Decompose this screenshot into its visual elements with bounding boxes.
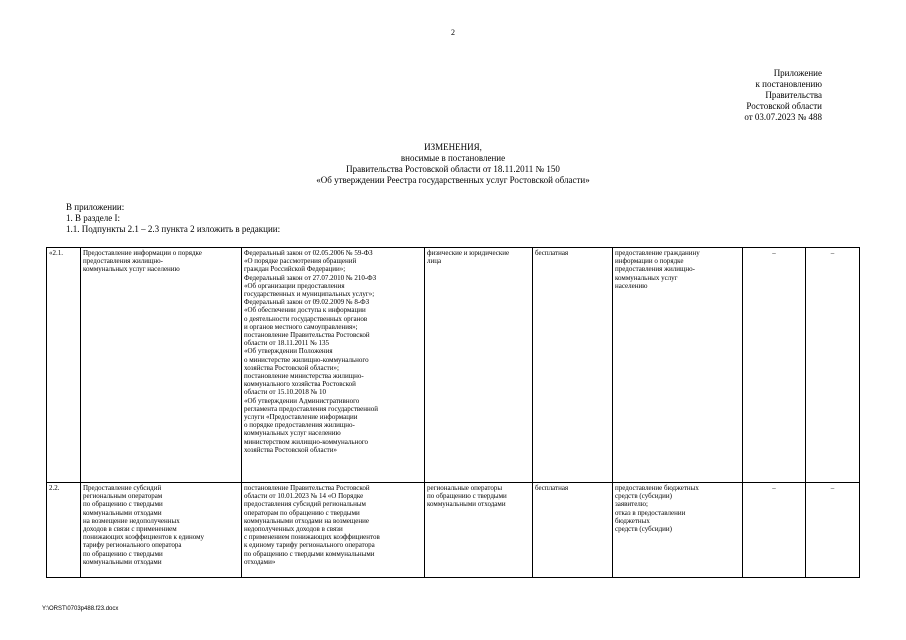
title-line: вносимые в постановление: [400, 153, 506, 163]
intro-text: [66, 202, 280, 235]
appendix-line: Приложение: [773, 68, 822, 78]
appendix-line: от 03.07.2023 № 488: [744, 112, 822, 122]
title-line: «Об утверждении Реестра государственных услуг Ростовской области»: [316, 175, 590, 185]
changes-table: [46, 247, 860, 578]
title-line: ИЗМЕНЕНИЯ,: [424, 142, 482, 152]
intro-line: 1. В разделе I:: [66, 213, 120, 223]
appendix-line: Ростовской области: [746, 101, 822, 111]
cell-payment: бесплатная: [533, 483, 613, 578]
cell-result: предоставление гражданину информации о порядке предоставления жилищно- коммунальных услуг населению: [613, 248, 743, 483]
document-title: [0, 142, 906, 186]
cell-service-name: Предоставление информации о порядке предоставления жилищно- коммунальных услуг населению: [81, 248, 242, 483]
cell-dash: –: [806, 248, 860, 483]
cell-legal-basis: Федеральный закон от 02.05.2006 № 59-ФЗ «О порядке рассмотрения обращений граждан Российской Федерации»; Федеральный закон от 27.07.2010 № 210-ФЗ «Об организации предоставления государственных и муниципальных услуг»; Федеральный закон от 09.02.2009 № 8-ФЗ «Об обеспечении доступа к информации о деятельности государственных органов и органов местного самоуправления»; постановление Правительства Ростовской области от 18.11.2011 № 135 «Об утверждении Положения о министерстве жилищно-коммунального хозяйства Ростовской области»; постановление министерства жилищно- коммунального хозяйства Ростовской области от 15.10.2018 № 10 «Об утверждении Административного регламента предоставления государственной услуги «Предоставление информации о порядке предоставления жилищно- коммунальных услуг населению министерством жилищно-коммунального хозяйства Ростовской области»: [242, 248, 425, 483]
cell-dash: –: [743, 248, 806, 483]
appendix-block: [744, 68, 822, 123]
footer-file-path: Y:\ORST\0703p488.f23.docx: [42, 606, 119, 612]
cell-legal-basis: постановление Правительства Ростовской области от 10.01.2023 № 14 «О Порядке предоставления субсидий региональным операторам по обращению с твердыми коммунальными отходами на возмещение недополученных доходов в связи с применением понижающих коэффициентов к единому тарифу регионального оператора по обращению с твердыми коммунальными отходами»: [242, 483, 425, 578]
cell-recipients: региональные операторы по обращению с твердыми коммунальными отходами: [425, 483, 533, 578]
cell-number: 2.2.: [47, 483, 81, 578]
table-row: [47, 483, 860, 578]
cell-payment: бесплатная: [533, 248, 613, 483]
appendix-line: Правительства: [765, 90, 822, 100]
intro-line: 1.1. Подпункты 2.1 – 2.3 пункта 2 изложить в редакции:: [66, 224, 281, 234]
table-row: [47, 248, 860, 483]
cell-number: «2.1.: [47, 248, 81, 483]
cell-dash: –: [743, 483, 806, 578]
intro-line: В приложении:: [66, 202, 125, 212]
appendix-line: к постановлению: [755, 79, 822, 89]
cell-result: предоставление бюджетных средств (субсидии) заявителю; отказ в предоставлении бюджетных средств (субсидии): [613, 483, 743, 578]
cell-service-name: Предоставление субсидий региональным операторам по обращению с твердыми коммунальными отходами на возмещение недополученных доходов в связи с применением понижающих коэффициентов к единому тарифу регионального оператора по обращению с твердыми коммунальными отходами: [81, 483, 242, 578]
cell-recipients: физические и юридические лица: [425, 248, 533, 483]
cell-dash: –: [806, 483, 860, 578]
title-line: Правительства Ростовской области от 18.11.2011 № 150: [346, 164, 560, 174]
page-number: 2: [451, 28, 455, 37]
